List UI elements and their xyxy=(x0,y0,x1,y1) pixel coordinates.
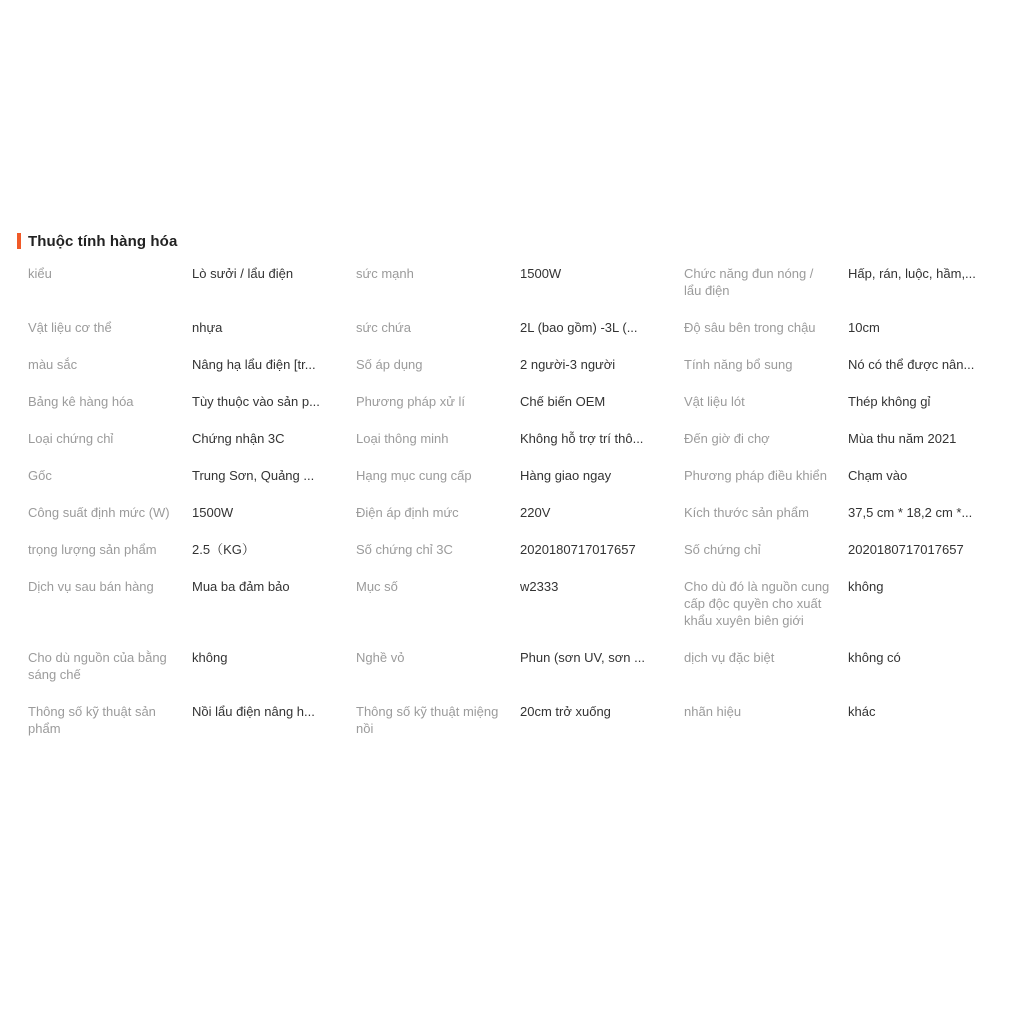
attribute-value: không xyxy=(848,579,884,594)
attribute-label: trọng lượng sản phẩm xyxy=(28,542,157,557)
attribute-value: 37,5 cm * 18,2 cm *... xyxy=(848,505,973,520)
attribute-value: nhựa xyxy=(192,320,223,335)
attribute-value: 2.5（KG） xyxy=(192,542,255,557)
attribute-value: Tùy thuộc vào sản p... xyxy=(192,394,320,409)
attribute-row xyxy=(28,467,997,484)
accent-bar xyxy=(17,233,21,249)
attribute-label: Bảng kê hàng hóa xyxy=(28,394,134,409)
attribute-row xyxy=(28,703,997,737)
attribute-row xyxy=(28,319,997,336)
attribute-label: Thông số kỹ thuật miệng nồi xyxy=(356,704,499,736)
attribute-value: Chứng nhận 3C xyxy=(192,431,285,446)
attribute-label: dịch vụ đặc biệt xyxy=(684,650,775,665)
attribute-value: 2020180717017657 xyxy=(520,542,636,557)
attribute-label: Gốc xyxy=(28,468,52,483)
attribute-value: Chạm vào xyxy=(848,468,908,483)
attribute-value: không có xyxy=(848,650,901,665)
attribute-label: Tính năng bổ sung xyxy=(684,357,793,372)
attribute-value: Phun (sơn UV, sơn ... xyxy=(520,650,645,665)
attribute-row xyxy=(28,393,997,410)
attribute-value: Không hỗ trợ trí thô... xyxy=(520,431,644,446)
attribute-value: Thép không gỉ xyxy=(848,394,931,409)
attribute-label: Điện áp định mức xyxy=(356,505,459,520)
attribute-label: Đến giờ đi chợ xyxy=(684,431,770,446)
product-attributes-section xyxy=(17,232,997,757)
attribute-label: sức mạnh xyxy=(356,266,414,281)
attribute-label: Loại chứng chỉ xyxy=(28,431,114,446)
attribute-label: Chức năng đun nóng / lẩu điện xyxy=(684,266,814,298)
attributes-grid xyxy=(28,265,997,737)
attribute-value: Nó có thể được nân... xyxy=(848,357,975,372)
attribute-label: nhãn hiệu xyxy=(684,704,742,719)
attribute-value: Hấp, rán, luộc, hầm,... xyxy=(848,266,976,281)
attribute-row xyxy=(28,578,997,629)
attribute-value: Mùa thu năm 2021 xyxy=(848,431,957,446)
attribute-value: 1500W xyxy=(520,266,562,281)
attribute-value: 2 người-3 người xyxy=(520,357,616,372)
attribute-value: 10cm xyxy=(848,320,880,335)
attribute-value: 220V xyxy=(520,505,551,520)
section-header xyxy=(17,232,997,250)
attribute-row xyxy=(28,356,997,373)
attribute-value: 20cm trở xuống xyxy=(520,704,611,719)
attribute-label: Số chứng chỉ xyxy=(684,542,761,557)
attribute-value: Lò sưởi / lẩu điện xyxy=(192,266,294,281)
attribute-label: Độ sâu bên trong chậu xyxy=(684,320,816,335)
attribute-label: Cho dù đó là nguồn cung cấp độc quyền cho xuất khẩu xuyên biên giới xyxy=(684,579,830,628)
attribute-label: Số chứng chỉ 3C xyxy=(356,542,453,557)
attribute-label: Thông số kỹ thuật sản phẩm xyxy=(28,704,156,736)
attribute-label: Mục số xyxy=(356,579,398,594)
attribute-value: khác xyxy=(848,704,876,719)
attribute-row xyxy=(28,430,997,447)
section-title: Thuộc tính hàng hóa xyxy=(28,232,178,250)
attribute-value: Trung Sơn, Quảng ... xyxy=(192,468,315,483)
attribute-value: không xyxy=(192,650,228,665)
attribute-value: Nồi lẩu điện nâng h... xyxy=(192,704,315,719)
attribute-label: Dịch vụ sau bán hàng xyxy=(28,579,154,594)
attribute-row xyxy=(28,649,997,683)
attribute-label: kiểu xyxy=(28,266,52,281)
attribute-label: Phương pháp điều khiển xyxy=(684,468,827,483)
attribute-label: Cho dù nguồn của bằng sáng chế xyxy=(28,650,167,682)
attribute-label: Công suất định mức (W) xyxy=(28,505,170,520)
attribute-label: Vật liệu lót xyxy=(684,394,745,409)
attribute-value: 2L (bao gồm) -3L (... xyxy=(520,320,638,335)
attribute-value: 2020180717017657 xyxy=(848,542,964,557)
attribute-label: Loại thông minh xyxy=(356,431,449,446)
attribute-label: màu sắc xyxy=(28,357,78,372)
attribute-value: Chế biến OEM xyxy=(520,394,606,409)
attribute-label: Kích thước sản phẩm xyxy=(684,505,809,520)
attribute-label: Vật liệu cơ thể xyxy=(28,320,112,335)
attribute-label: Hạng mục cung cấp xyxy=(356,468,472,483)
attribute-row xyxy=(28,504,997,521)
attribute-row xyxy=(28,265,997,299)
attribute-label: Nghề vỏ xyxy=(356,650,405,665)
attribute-value: w2333 xyxy=(520,579,559,594)
attribute-value: Hàng giao ngay xyxy=(520,468,612,483)
attribute-value: Mua ba đảm bảo xyxy=(192,579,290,594)
attribute-label: Số áp dụng xyxy=(356,357,423,372)
attribute-row xyxy=(28,541,997,558)
attribute-label: Phương pháp xử lí xyxy=(356,394,466,409)
attribute-value: 1500W xyxy=(192,505,234,520)
attribute-label: sức chứa xyxy=(356,320,411,335)
attribute-value: Nâng hạ lẩu điện [tr... xyxy=(192,357,316,372)
